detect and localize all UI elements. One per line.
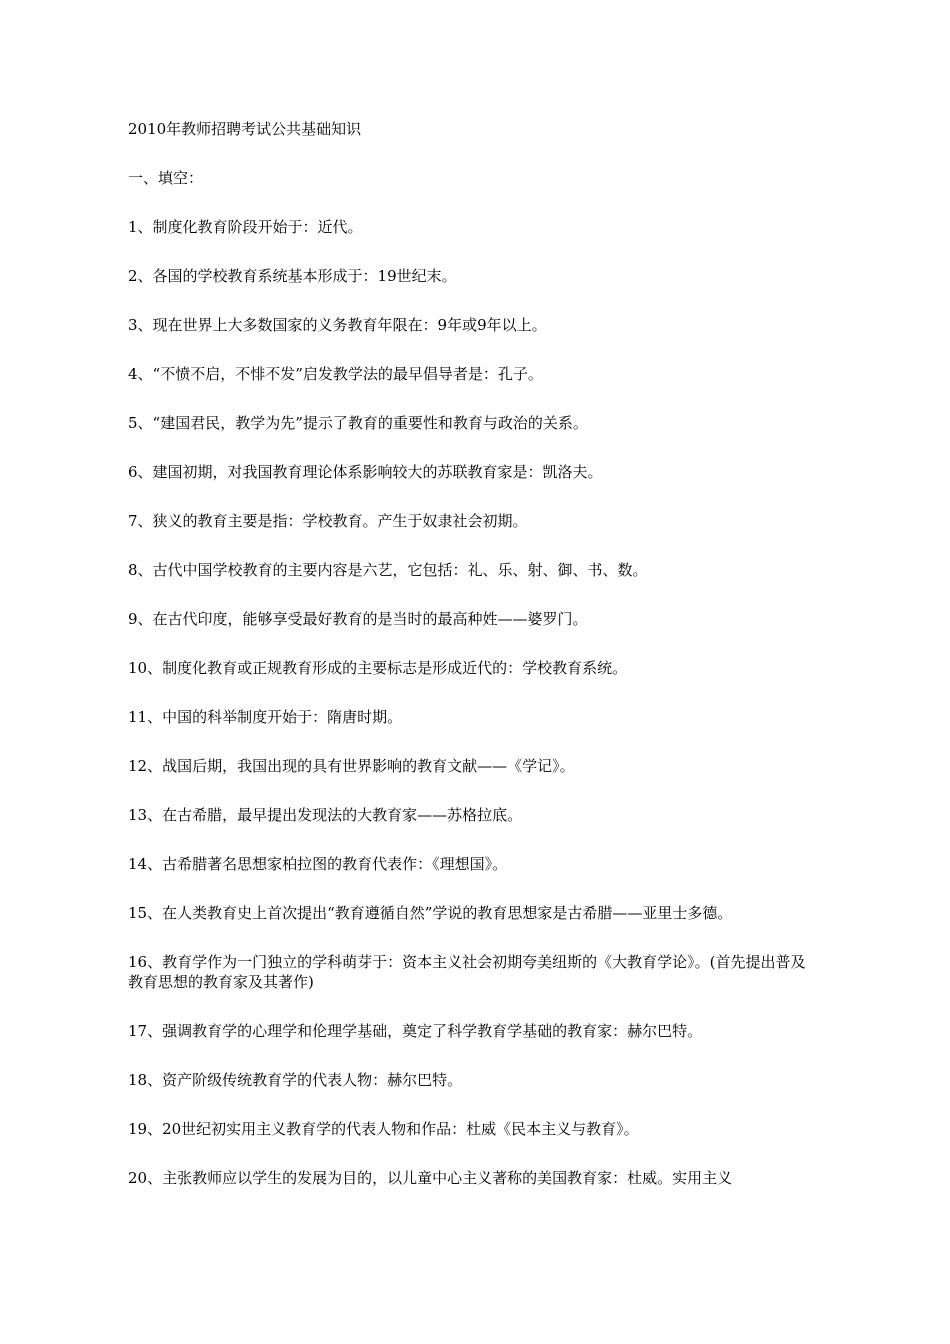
list-item: 11、中国的科举制度开始于：隋唐时期。 bbox=[128, 708, 403, 726]
list-item: 20、主张教师应以学生的发展为目的，以儿童中心主义著称的美国教育家：杜威。实用主义 bbox=[128, 1169, 733, 1187]
list-item: 17、强调教育学的心理学和伦理学基础，奠定了科学教育学基础的教育家：赫尔巴特。 bbox=[128, 1022, 703, 1040]
list-item: 16、教育学作为一门独立的学科萌芽于：资本主义社会初期夸美纽斯的《大教育学论》。(首先提出普及教育思想的教育家及其著作) bbox=[128, 953, 806, 991]
list-item: 14、古希腊著名思想家柏拉图的教育代表作：《理想国》。 bbox=[128, 855, 508, 873]
list-item: 10、制度化教育或正规教育形成的主要标志是形成近代的：学校教育系统。 bbox=[128, 659, 628, 677]
list-item: 5、“建国君民，教学为先”提示了教育的重要性和教育与政治的关系。 bbox=[128, 414, 588, 432]
list-item: 3、现在世界上大多数国家的义务教育年限在：9年或9年以上。 bbox=[128, 316, 547, 334]
list-item: 15、在人类教育史上首次提出“教育遵循自然”学说的教育思想家是古希腊——亚里士多德。 bbox=[128, 904, 733, 922]
list-item: 12、战国后期，我国出现的具有世界影响的教育文献——《学记》。 bbox=[128, 757, 575, 775]
document-title: 2010年教师招聘考试公共基础知识 bbox=[128, 120, 362, 138]
list-item: 18、资产阶级传统教育学的代表人物：赫尔巴特。 bbox=[128, 1071, 463, 1089]
list-item: 19、20世纪初实用主义教育学的代表人物和作品：杜威《民本主义与教育》。 bbox=[128, 1120, 639, 1138]
section-heading: 一、填空： bbox=[128, 169, 204, 187]
document-body bbox=[128, 119, 828, 1188]
list-item: 1、制度化教育阶段开始于：近代。 bbox=[128, 218, 363, 236]
list-item: 8、古代中国学校教育的主要内容是六艺，它包括：礼、乐、射、御、书、数。 bbox=[128, 561, 648, 579]
list-item: 2、各国的学校教育系统基本形成于：19世纪末。 bbox=[128, 267, 457, 285]
list-item: 9、在古代印度，能够享受最好教育的是当时的最高种姓——婆罗门。 bbox=[128, 610, 588, 628]
list-item: 6、建国初期，对我国教育理论体系影响较大的苏联教育家是：凯洛夫。 bbox=[128, 463, 603, 481]
list-item: 4、“不愤不启，不悱不发”启发教学法的最早倡导者是：孔子。 bbox=[128, 365, 543, 383]
list-item: 13、在古希腊，最早提出发现法的大教育家——苏格拉底。 bbox=[128, 806, 523, 824]
list-item: 7、狭义的教育主要是指：学校教育。产生于奴隶社会初期。 bbox=[128, 512, 528, 530]
